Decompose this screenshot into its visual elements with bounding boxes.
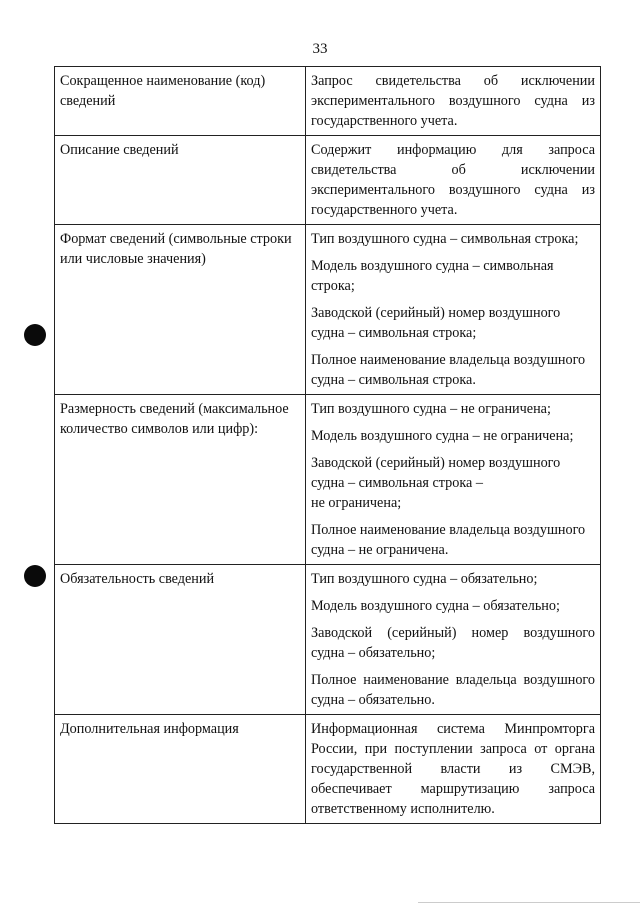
punch-hole-upper: [24, 324, 46, 346]
value-paragraph: Модель воздушного судна – обязательно;: [311, 598, 560, 614]
table-row: [55, 395, 601, 565]
table-row: [55, 715, 601, 824]
spec-table: [54, 66, 601, 824]
row-value: [306, 715, 601, 824]
row-value: [306, 565, 601, 715]
row-label: Размерность сведений (максимальное количество символов или цифр):: [55, 395, 306, 565]
value-paragraph: Информационная система Минпромторга России, при поступлении запроса от органа государственной власти из СМЭВ, обеспечивает маршрутизацию запроса ответственному исполнителю.: [311, 721, 595, 817]
row-value: [306, 67, 601, 136]
row-label: Описание сведений: [55, 136, 306, 225]
value-paragraph: Заводской (серийный) номер воздушного судна – символьная строка;: [311, 305, 561, 341]
row-label: Обязательность сведений: [55, 565, 306, 715]
value-paragraph: Тип воздушного судна – обязательно;: [311, 571, 538, 587]
table-row: [55, 565, 601, 715]
table-row: [55, 225, 601, 395]
value-paragraph: Тип воздушного судна – символьная строка;: [311, 231, 579, 247]
value-paragraph: Модель воздушного судна – не ограничена;: [311, 428, 574, 444]
table-row: [55, 136, 601, 225]
value-paragraph: Содержит информацию для запроса свидетельства об исключении экспериментального воздушного судна из государственного учета.: [311, 142, 595, 218]
page-number: 33: [312, 41, 328, 57]
table-row: [55, 67, 601, 136]
value-paragraph: Заводской (серийный) номер воздушного судна – символьная строка –: [311, 455, 561, 491]
value-paragraph: Запрос свидетельства об исключении экспериментального воздушного судна из государственного учета.: [311, 73, 595, 129]
scan-edge-line: [418, 902, 640, 903]
value-paragraph: Заводской (серийный) номер воздушного судна – обязательно;: [311, 625, 595, 661]
row-value: [306, 225, 601, 395]
punch-hole-lower: [24, 565, 46, 587]
row-label: Формат сведений (символьные строки или числовые значения): [55, 225, 306, 395]
value-paragraph: Полное наименование владельца воздушного судна – символьная строка.: [311, 352, 586, 388]
row-label: Дополнительная информация: [55, 715, 306, 824]
row-value: [306, 136, 601, 225]
value-paragraph: Полное наименование владельца воздушного судна – не ограничена.: [311, 522, 586, 558]
value-paragraph: не ограничена;: [311, 495, 402, 511]
value-paragraph: Полное наименование владельца воздушного судна – обязательно.: [311, 672, 595, 708]
row-label: Сокращенное наименование (код) сведений: [55, 67, 306, 136]
value-paragraph: Тип воздушного судна – не ограничена;: [311, 401, 551, 417]
value-paragraph: Модель воздушного судна – символьная строка;: [311, 258, 554, 294]
row-value: [306, 395, 601, 565]
